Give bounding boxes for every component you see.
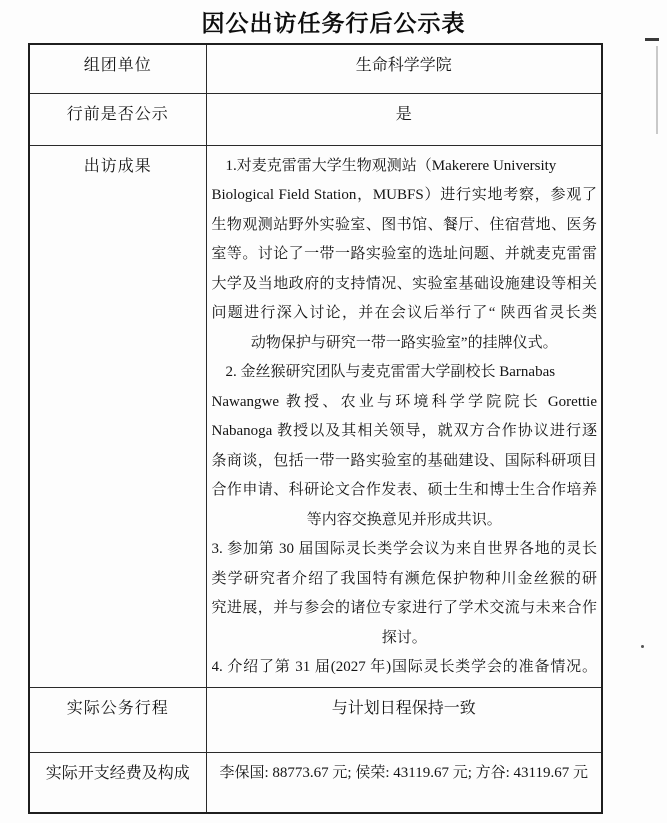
content-line: 1.对麦克雷雷大学生物观测站（Makerere University (225, 157, 557, 174)
value-organizing-unit: 生命科学学院 (206, 44, 602, 93)
content-line: 动物保护与研究一带一路实验室”的挂牌仪式。 (250, 334, 558, 351)
content-line: 类学研究者介绍了我国特有濒危保护物种川金丝猴的研 (211, 570, 597, 587)
content-line: 2. 金丝猴研究团队与麦克雷雷大学副校长 Barnabas (225, 364, 556, 380)
label-pretrip-publicity: 行前是否公示 (29, 93, 206, 145)
value-visit-outcomes (206, 145, 602, 687)
content-line: 室等。讨论了一带一路实验室的选址问题、并就麦克雷雷 (211, 246, 597, 262)
content-line: 究进展，并与参会的诸位专家进行了学术交流与未来合作 (211, 600, 597, 616)
label-visit-outcomes: 出访成果 (29, 145, 206, 687)
label-organizing-unit: 组团单位 (29, 44, 206, 93)
value-pretrip-publicity: 是 (206, 93, 602, 145)
row-actual-expenses (29, 752, 602, 813)
document-title: 因公出访任务行后公示表 (201, 10, 466, 36)
row-organizing-unit (29, 44, 602, 93)
content-line: 生物观测站野外实验室、图书馆、餐厅、住宿营地、医务 (211, 216, 597, 233)
scan-artifact-dash (645, 38, 659, 41)
content-line: Biological Field Station，MUBFS）进行实地考察，参观了 (211, 187, 597, 203)
value-actual-itinerary: 与计划日程保持一致 (206, 687, 602, 752)
scan-artifact-dot (641, 645, 644, 648)
row-actual-itinerary (29, 687, 602, 752)
publicity-form-table (28, 43, 603, 814)
content-line: Nawangwe 教授、农业与环境科学学院院长 Gorettie (211, 393, 597, 410)
content-line: 3. 参加第 30 届国际灵长类学会议为来自世界各地的灵长 (211, 541, 597, 557)
content-line: 探讨。 (381, 629, 427, 646)
content-line: 条商谈，包括一带一路实验室的基础建设、国际科研项目 (211, 452, 597, 469)
content-line: 4. 介绍了第 31 届(2027 年)国际灵长类学会的准备情况。 (211, 659, 597, 675)
content-line: Nabanoga 教授以及其相关领导，就双方合作协议进行逐 (211, 423, 597, 439)
content-line: 合作申请、科研论文合作发表、硕士生和博士生合作培养 (211, 482, 597, 498)
scan-artifact-streak (656, 46, 658, 134)
row-pretrip-publicity (29, 93, 602, 145)
label-actual-expenses: 实际开支经费及构成 (29, 752, 206, 813)
value-actual-expenses: 李保国: 88773.67 元; 侯荣: 43119.67 元; 方谷: 43119.67 元 (206, 752, 602, 813)
content-line: 大学及当地政府的支持情况、实验室基础设施建设等相关 (211, 275, 597, 292)
row-visit-outcomes (29, 145, 602, 687)
content-line: 等内容交换意见并形成共识。 (306, 511, 502, 528)
content-line: 问题进行深入讨论，并在会议后举行了“ 陕西省灵长类 (211, 305, 597, 321)
label-actual-itinerary: 实际公务行程 (29, 687, 206, 752)
